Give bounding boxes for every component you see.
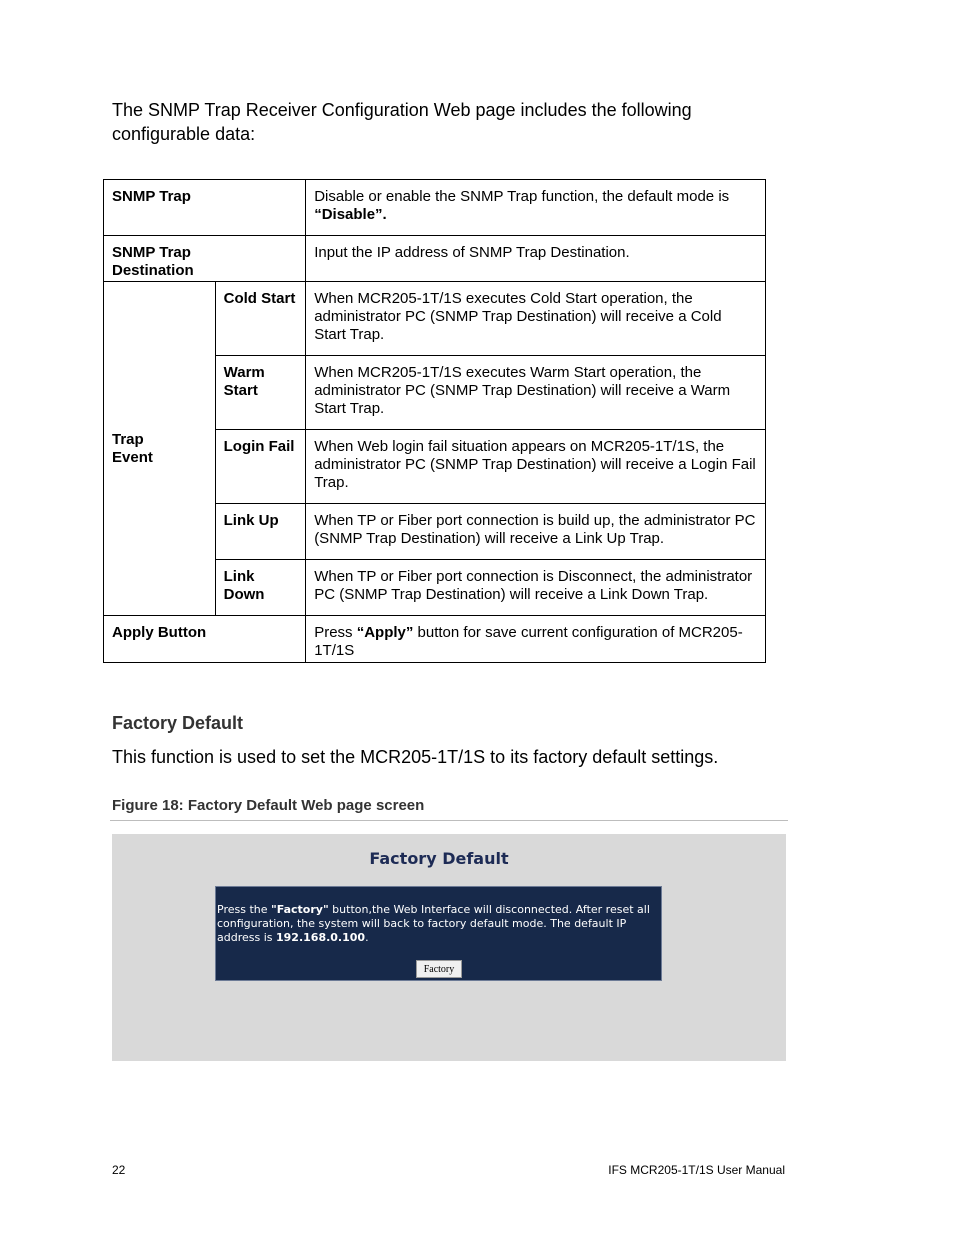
cold-start-label: Cold Start <box>215 282 306 356</box>
snmp-trap-label: SNMP Trap <box>104 180 306 236</box>
screenshot-title: Factory Default <box>369 849 509 868</box>
factory-button[interactable]: Factory <box>416 960 462 978</box>
caption-divider <box>110 820 788 821</box>
apply-desc-bold: “Apply” <box>356 624 414 641</box>
link-up-desc: When TP or Fiber port connection is build up, the administrator PC (SNMP Trap Destination) will receive a Link Up Trap. <box>306 504 766 560</box>
factory-default-screenshot <box>112 834 786 1061</box>
table-row <box>104 616 766 663</box>
cold-start-desc: When MCR205-1T/1S executes Cold Start operation, the administrator PC (SNMP Trap Destination) will receive a Cold Start Trap. <box>306 282 766 356</box>
link-down-desc: When TP or Fiber port connection is Disconnect, the administrator PC (SNMP Trap Destination) will receive a Link Down Trap. <box>306 560 766 616</box>
factory-reset-panel <box>215 886 662 981</box>
page-number: 22 <box>112 1163 126 1177</box>
msg-ip-address: 192.168.0.100 <box>276 931 366 944</box>
link-down-label: Link Down <box>215 560 306 616</box>
snmp-trap-config-table <box>103 179 766 663</box>
snmp-trap-destination-desc: Input the IP address of SNMP Trap Destination. <box>306 236 766 282</box>
msg-text-1: Press the <box>217 903 271 916</box>
snmp-trap-desc <box>306 180 766 236</box>
msg-factory-bold: "Factory" <box>271 903 329 916</box>
apply-button-desc <box>306 616 766 663</box>
msg-text-3: . <box>365 931 369 944</box>
table-row <box>104 282 766 356</box>
figure-caption: Figure 18: Factory Default Web page screen <box>112 797 425 814</box>
section-heading-factory-default: Factory Default <box>112 713 244 733</box>
manual-title: IFS MCR205-1T/1S User Manual <box>608 1163 785 1177</box>
factory-default-paragraph: This function is used to set the MCR205-1T/1S to its factory default settings. <box>112 747 719 767</box>
link-up-label: Link Up <box>215 504 306 560</box>
warm-start-desc: When MCR205-1T/1S executes Warm Start operation, the administrator PC (SNMP Trap Destination) will receive a Warm Start Trap. <box>306 356 766 430</box>
warm-start-label: Warm Start <box>215 356 306 430</box>
snmp-trap-desc-text: Disable or enable the SNMP Trap function, the default mode is <box>314 188 730 205</box>
login-fail-label: Login Fail <box>215 430 306 504</box>
factory-reset-message <box>217 903 661 945</box>
table-row <box>104 180 766 236</box>
apply-button-label: Apply Button <box>104 616 306 663</box>
trap-event-label: Trap Event <box>104 282 216 616</box>
snmp-trap-default-value: “Disable”. <box>314 206 387 223</box>
msg-text-2: button,the Web Interface will disconnected. After reset all configuration, the system will back to factory default mode. The default IP address is <box>217 903 650 944</box>
apply-desc-pre: Press <box>314 624 357 641</box>
snmp-trap-destination-label: SNMP Trap Destination <box>104 236 306 282</box>
apply-desc-post: button for save current configuration of MCR205-1T/1S <box>314 624 743 659</box>
table-row <box>104 236 766 282</box>
intro-paragraph: The SNMP Trap Receiver Configuration Web page includes the following configurable data: <box>112 100 692 144</box>
login-fail-desc: When Web login fail situation appears on MCR205-1T/1S, the administrator PC (SNMP Trap Destination) will receive a Login Fail Trap. <box>306 430 766 504</box>
